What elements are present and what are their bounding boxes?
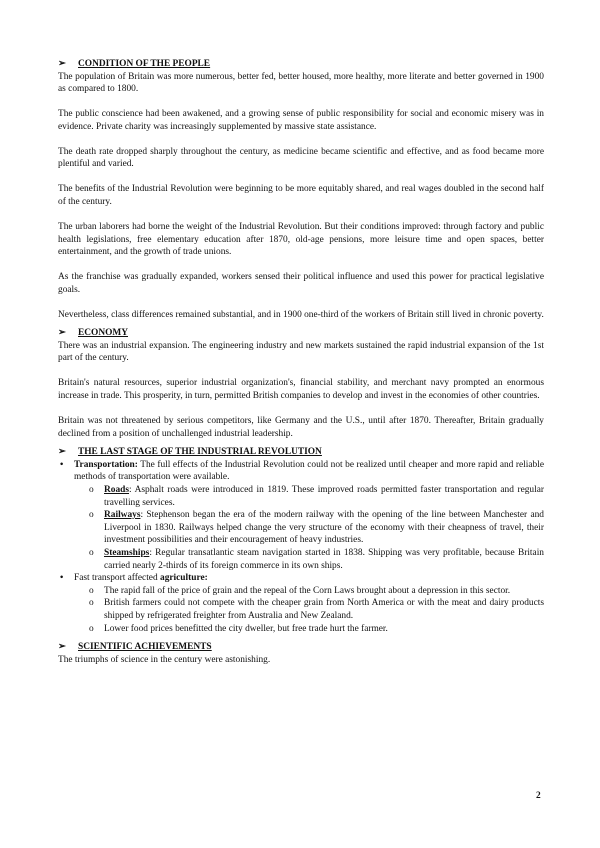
paragraph: Nevertheless, class differences remained substantial, and in 1900 one-third of the workers of Britain still lived in chronic poverty. — [58, 309, 544, 320]
paragraph: Britain's natural resources, superior industrial organization's, financial stability, and merchant navy prompted an enormous increase in trade. This prosperity, in turn, permitted British companies to develop and invest in the economies of other countries. — [58, 378, 544, 402]
paragraph: There was an industrial expansion. The engineering industry and new markets sustained the rapid industrial expansion of the 1st part of the century. — [58, 340, 544, 364]
circle-bullet-icon: o — [89, 510, 94, 521]
bullet-list — [58, 459, 544, 635]
section-heading-condition: ➢ CONDITION OF THE PEOPLE — [58, 59, 211, 69]
circle-bullet-icon: o — [89, 585, 94, 596]
arrow-bullet-icon: ➢ — [58, 642, 66, 653]
paragraph: Britain was not threatened by serious competitors, like Germany and the U.S., until after 1870. Thereafter, Britain gradually declined from a position of unchallenged industrial leadership. — [58, 416, 544, 439]
paragraph: The urban laborers had borne the weight of the Industrial Revolution. But their conditions improved: through factory and public health legislations, free elementary education after 1870, old-age pensions, more leisure time and open spaces, better entertainment, and the growth of trade unions. — [58, 221, 544, 258]
sub-list-agriculture — [74, 585, 544, 635]
section-heading-economy: ➢ ECONOMY — [58, 328, 128, 339]
section-economy — [58, 327, 544, 440]
circle-bullet-icon: o — [89, 598, 94, 609]
arrow-bullet-icon: ➢ — [58, 328, 66, 339]
arrow-bullet-icon: ➢ — [58, 59, 66, 69]
paragraph: The benefits of the Industrial Revolution were beginning to be more equitably shared, and real wages doubled in the second half of the century. — [58, 184, 544, 207]
paragraph: The triumphs of science in the century were astonishing. — [58, 654, 271, 665]
section-heading-science: ➢ SCIENTIFIC ACHIEVEMENTS — [58, 642, 212, 653]
paragraph: The public conscience had been awakened, and a growing sense of public responsibility for social and economic misery was in evidence. Private charity was increasingly supplemented by massive state assistance. — [58, 109, 544, 132]
paragraph: The population of Britain was more numerous, better fed, better housed, more healthy, more literate and better governed in 1900 as compared to 1800. — [58, 71, 544, 95]
list-item: o Roads: Asphalt roads were introduced in 1819. These improved roads permitted faster transportation and regular travelling services. — [89, 484, 544, 508]
arrow-bullet-icon: ➢ — [58, 447, 66, 458]
page-number: 2 — [536, 791, 541, 801]
list-item: o Railways: Stephenson began the era of the modern railway with the opening of the line between Manchester and Liverpool in 1830. Railways helped change the very structure of the economy with their cheapness of travel, their investment possibilities and their encouragement of heavy industries. — [89, 510, 544, 546]
list-item: o Lower food prices benefitted the city dweller, but free trade hurt the farmer. — [89, 623, 388, 634]
list-item: o British farmers could not compete with the cheaper grain from North America or with the meat and dairy products shipped by refrigerated freighter from Australia and New Zealand. — [89, 598, 544, 621]
section-heading-last-stage: ➢ THE LAST STAGE OF THE INDUSTRIAL REVOLUTION — [58, 447, 322, 458]
section-condition — [58, 58, 544, 321]
list-item: o Steamships: Regular transatlantic steam navigation started in 1838. Shipping was very profitable, because Britain carried nearly 2-thirds of its foreign commerce in its own ships. — [89, 547, 544, 571]
section-last-stage — [58, 446, 544, 635]
list-item: o The rapid fall of the price of grain and the repeal of the Corn Laws brought about a depression in this sector. — [89, 585, 511, 596]
circle-bullet-icon: o — [89, 623, 94, 634]
list-item-agriculture: • Fast transport affected agriculture: o The rapid fall of the price of grain and the repeal of the Corn Laws brought about a depression in this sector. o British farmers could not compete with the cheaper grain from North America or with the meat and dairy products shipped by refrigerated freighter from Australia and New Zealand. o Lower food prices benefitted the city dweller, but free trade hurt the farmer. — [58, 572, 544, 635]
list-item-transportation: • Transportation: The full effects of the Industrial Revolution could not be realized until cheaper and more rapid and reliable methods of transportation were available. o Roads: Asphalt roads were introduced in 1819. These improved roads permitted faster transportation and regular travelling services. o Railways: Stephenson began the era of the modern railway with the opening of the line between Manchester and Liverpool in 1830. Railways helped change the very structure of the economy with their cheapness of travel, their investment possibilities and their encouragement of heavy industries. o Steamships: Regular transatlantic steam navigation started in 1838. Shipping was very profitable, because Britain carried nearly 2-thirds of its foreign commerce in its own ships. — [58, 459, 544, 572]
circle-bullet-icon: o — [89, 484, 94, 495]
sub-list-transportation — [74, 484, 544, 572]
paragraph: The death rate dropped sharply throughout the century, as medicine became scientific and effective, and as food became more plentiful and varied. — [58, 146, 544, 170]
section-science — [58, 641, 544, 666]
page-content — [58, 58, 544, 679]
paragraph: As the franchise was gradually expanded, workers sensed their political influence and used this power for practical legislative goals. — [58, 272, 544, 295]
circle-bullet-icon: o — [89, 547, 94, 558]
